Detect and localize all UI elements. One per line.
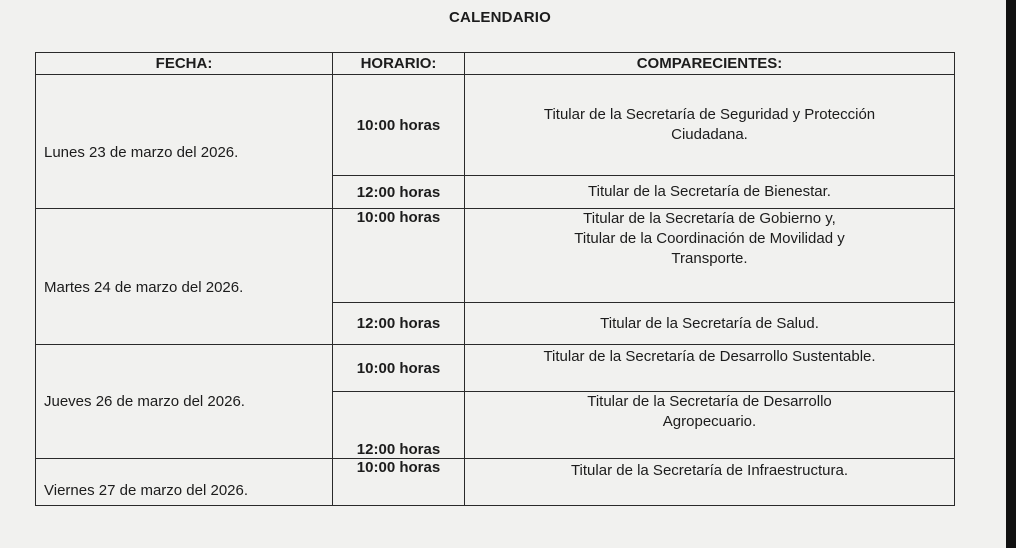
attendee-line: Titular de la Coordinación de Movilidad y <box>574 230 845 247</box>
attendee-line: Ciudadana. <box>671 126 748 143</box>
page-edge-shadow <box>1006 0 1016 548</box>
table-row <box>36 459 955 506</box>
table-header-row <box>36 53 955 75</box>
attendee-cell <box>465 176 955 209</box>
attendee-line: Titular de la Secretaría de Gobierno y, <box>583 210 836 227</box>
date-cell: Lunes 23 de marzo del 2026. <box>36 75 333 209</box>
attendee-line: Agropecuario. <box>662 413 757 430</box>
attendee-cell <box>465 345 955 392</box>
table-row <box>36 345 955 392</box>
attendee-line: Titular de la Secretaría de Desarrollo Sustentable. <box>543 348 876 365</box>
date-cell: Jueves 26 de marzo del 2026. <box>36 345 333 459</box>
attendee-line: Titular de la Secretaría de Seguridad y Protección <box>543 106 876 123</box>
time-cell: 12:00 horas <box>333 176 465 209</box>
header-comparecientes: COMPARECIENTES: <box>465 53 955 75</box>
table-row <box>36 75 955 176</box>
calendar-table <box>35 52 955 506</box>
attendee-line: Titular de la Secretaría de Infraestructura. <box>570 462 849 479</box>
attendee-cell <box>465 303 955 345</box>
time-cell: 10:00 horas <box>333 345 465 392</box>
time-cell: 12:00 horas <box>333 303 465 345</box>
time-cell: 10:00 horas <box>333 209 465 303</box>
time-cell: 12:00 horas <box>333 392 465 459</box>
header-fecha: FECHA: <box>36 53 333 75</box>
attendee-cell <box>465 209 955 303</box>
date-cell: Martes 24 de marzo del 2026. <box>36 209 333 345</box>
time-cell: 10:00 horas <box>333 459 465 506</box>
attendee-line: Titular de la Secretaría de Bienestar. <box>588 183 831 200</box>
document-title: CALENDARIO <box>449 9 551 26</box>
time-cell: 10:00 horas <box>333 75 465 176</box>
attendee-line: Transporte. <box>671 250 748 267</box>
attendee-cell <box>465 459 955 506</box>
attendee-cell <box>465 75 955 176</box>
attendee-line: Titular de la Secretaría de Desarrollo <box>587 393 832 410</box>
attendee-cell <box>465 392 955 459</box>
date-cell: Viernes 27 de marzo del 2026. <box>36 459 333 506</box>
attendee-line: Titular de la Secretaría de Salud. <box>600 314 819 332</box>
table-row <box>36 209 955 303</box>
header-horario: HORARIO: <box>333 53 465 75</box>
